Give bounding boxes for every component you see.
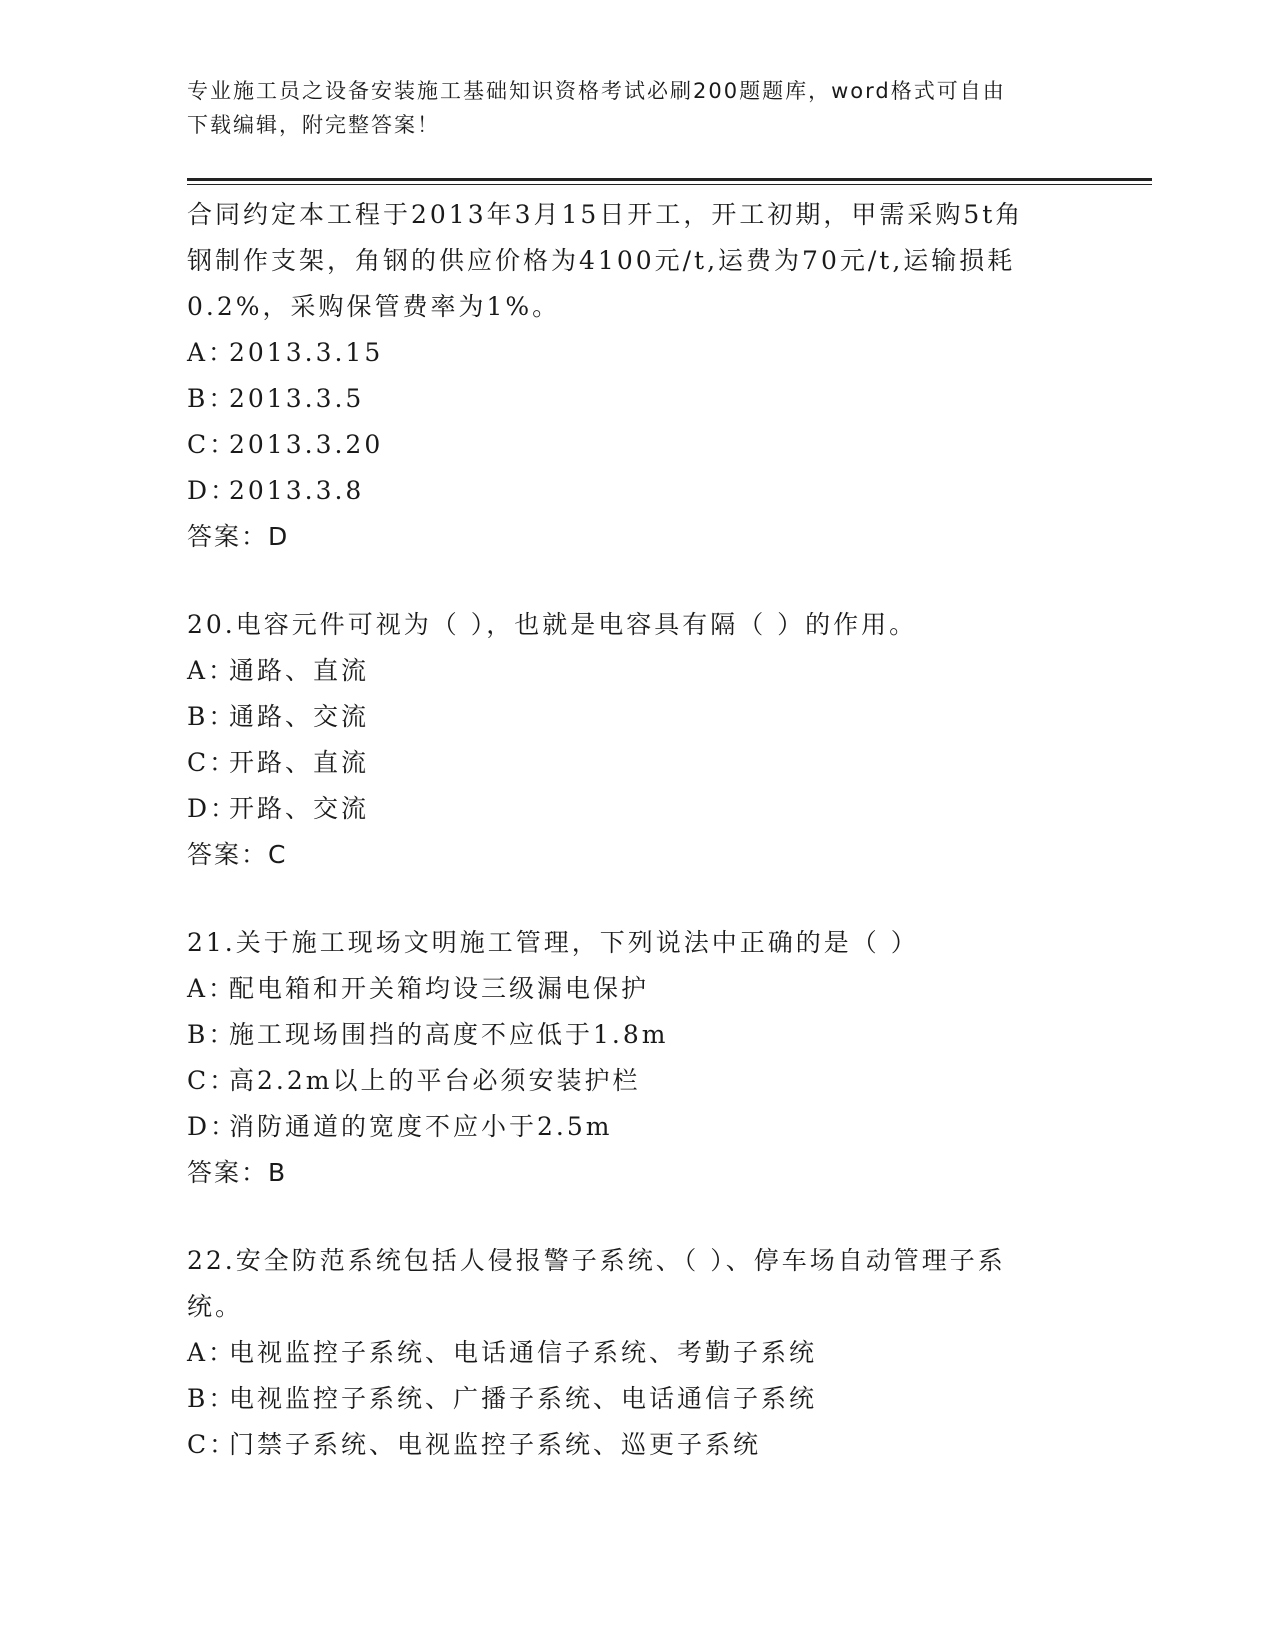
option-key: A：	[187, 974, 237, 1003]
option-text: 通路、交流	[229, 702, 370, 731]
option-text: 电视监控子系统、电话通信子系统、考勤子系统	[229, 1338, 818, 1367]
question-22	[187, 1238, 1087, 1468]
header-divider-thin	[187, 184, 1152, 185]
option-key: B：	[187, 702, 237, 731]
option-key: B：	[187, 384, 237, 413]
option-d	[187, 786, 1087, 832]
option-key: A：	[187, 338, 237, 367]
option-text: 配电箱和开关箱均设三级漏电保护	[229, 974, 650, 1003]
question-21	[187, 920, 1087, 1196]
answer-line: 答案：C	[187, 840, 288, 869]
option-text: 高2.2m以上的平台必须安装护栏	[229, 1066, 641, 1095]
question-text-line: 钢制作支架，角钢的供应价格为4100元/t,运费为70元/t,运输损耗	[187, 246, 1016, 275]
option-d	[187, 1104, 1087, 1150]
option-text: 施工现场围挡的高度不应低于1.8m	[229, 1020, 669, 1049]
option-text: 2013.3.15	[229, 338, 384, 367]
option-key: A：	[187, 1338, 237, 1367]
option-c	[187, 1422, 1087, 1468]
question-text-line: 21.关于施工现场文明施工管理，下列说法中正确的是（ ）	[187, 928, 919, 957]
question-text-line: 0.2%，采购保管费率为1%。	[187, 292, 561, 321]
question-text-line: 22.安全防范系统包括人侵报警子系统、（ ）、停车场自动管理子系	[187, 1246, 1006, 1275]
option-text: 通路、直流	[229, 656, 370, 685]
option-b	[187, 1376, 1087, 1422]
answer-line: 答案：D	[187, 522, 290, 551]
answer-line: 答案：B	[187, 1158, 288, 1187]
option-c	[187, 422, 1087, 468]
option-b	[187, 694, 1087, 740]
option-key: D：	[187, 794, 239, 823]
option-a	[187, 330, 1087, 376]
header-divider-thick	[187, 178, 1152, 181]
document-header	[187, 74, 1087, 142]
question-text-line: 合同约定本工程于2013年3月15日开工，开工初期，甲需采购5t角	[187, 200, 1024, 229]
question-19	[187, 192, 1087, 560]
option-c	[187, 1058, 1087, 1104]
option-key: C：	[187, 1066, 238, 1095]
option-key: B：	[187, 1020, 237, 1049]
option-d	[187, 468, 1087, 514]
option-text: 开路、直流	[229, 748, 370, 777]
option-text: 电视监控子系统、广播子系统、电话通信子系统	[229, 1384, 818, 1413]
question-20	[187, 602, 1087, 878]
option-text: 2013.3.20	[229, 430, 384, 459]
question-text-line: 20.电容元件可视为（ ），也就是电容具有隔（ ）的作用。	[187, 610, 918, 639]
option-a	[187, 648, 1087, 694]
option-text: 开路、交流	[229, 794, 370, 823]
option-key: A：	[187, 656, 237, 685]
question-text-line: 统。	[187, 1292, 244, 1321]
header-line-1: 专业施工员之设备安装施工基础知识资格考试必刷200题题库，word格式可自由	[187, 79, 1006, 103]
option-b	[187, 1012, 1087, 1058]
option-key: C：	[187, 1430, 238, 1459]
option-text: 2013.3.8	[229, 476, 365, 505]
option-key: C：	[187, 748, 238, 777]
option-c	[187, 740, 1087, 786]
option-text: 门禁子系统、电视监控子系统、巡更子系统	[229, 1430, 762, 1459]
option-key: B：	[187, 1384, 237, 1413]
option-key: C：	[187, 430, 238, 459]
header-line-2: 下载编辑，附完整答案！	[187, 113, 440, 137]
option-key: D：	[187, 1112, 239, 1141]
question-list	[187, 192, 1087, 1468]
option-key: D：	[187, 476, 239, 505]
option-b	[187, 376, 1087, 422]
option-a	[187, 1330, 1087, 1376]
option-text: 消防通道的宽度不应小于2.5m	[229, 1112, 613, 1141]
option-a	[187, 966, 1087, 1012]
option-text: 2013.3.5	[229, 384, 365, 413]
